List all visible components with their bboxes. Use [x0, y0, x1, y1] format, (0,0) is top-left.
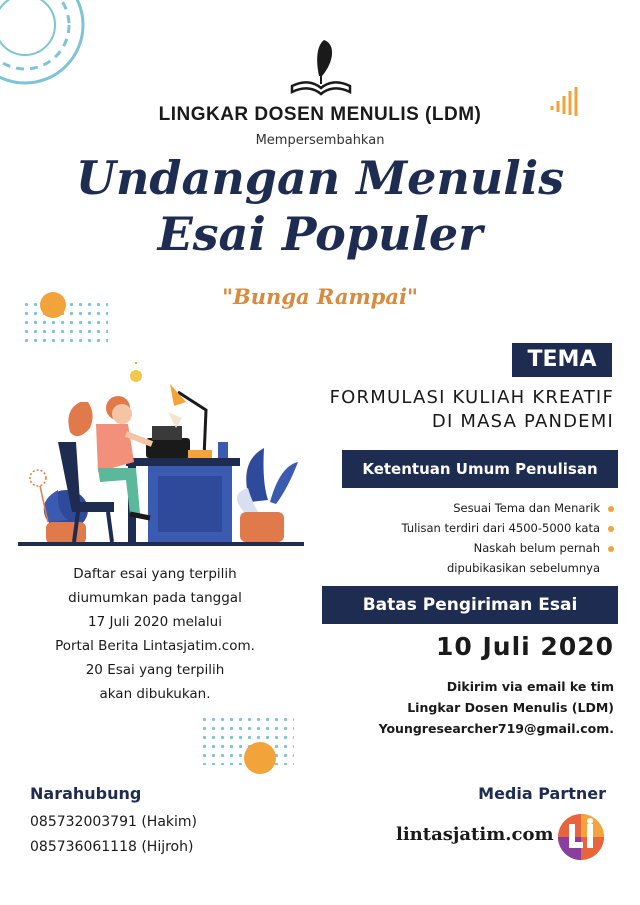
decorative-orange-circle	[244, 742, 276, 774]
send-line-2: Lingkar Dosen Menulis (LDM)	[407, 700, 614, 715]
writer-at-desk-illustration	[18, 362, 304, 552]
rules-list	[402, 498, 614, 578]
announcement-line: 20 Esai yang terpilih	[85, 662, 225, 678]
rule-item: Naskah belum pernah	[402, 538, 614, 558]
contact-phone[interactable]: 085736061118 (Hijroh)	[30, 839, 194, 855]
announcement-text	[20, 562, 290, 706]
theme-text	[330, 386, 614, 434]
title-line-2: Esai Populer	[157, 207, 483, 261]
decorative-orange-circle	[40, 292, 66, 318]
rule-item: dipubikasikan sebelumnya	[447, 561, 600, 575]
rule-item: Tulisan terdiri dari 4500-5000 kata	[402, 518, 614, 538]
dandelion-icon	[30, 470, 46, 486]
announcement-line: diumumkan pada tanggal	[68, 590, 242, 606]
rule-item: Sesuai Tema dan Menarik	[402, 498, 614, 518]
presents-text: Mempersembahkan	[255, 133, 385, 148]
announcement-line: Portal Berita Lintasjatim.com.	[55, 638, 255, 654]
theme-line-2: DI MASA PANDEMI	[431, 411, 614, 432]
decorative-circle	[0, 0, 90, 90]
quill-book-logo	[286, 36, 356, 98]
woman-hair-icon	[68, 402, 92, 436]
deadline-date: 10 Juli 2020	[435, 632, 614, 661]
media-partner-name[interactable]: lintasjatim.com	[396, 824, 554, 845]
announcement-line: Daftar esai yang terpilih	[73, 566, 237, 582]
media-partner-heading: Media Partner	[478, 784, 606, 803]
bullet-icon	[608, 526, 614, 532]
announcement-line: akan dibukukan.	[99, 686, 211, 702]
contact-phone[interactable]: 085732003791 (Hakim)	[30, 814, 198, 830]
title-line-1: Undangan Menulis	[75, 151, 565, 205]
send-line-1: Dikirim via email ke tim	[446, 679, 614, 694]
lintasjatim-logo-icon	[556, 812, 606, 862]
bullet-icon	[608, 546, 614, 552]
theme-label: TEMA	[512, 343, 612, 377]
contact-list	[30, 810, 197, 860]
theme-line-1: FORMULASI KULIAH KREATIF	[329, 387, 614, 408]
bullet-icon	[608, 506, 614, 512]
contact-heading: Narahubung	[30, 784, 142, 803]
rules-heading: Ketentuan Umum Penulisan	[342, 450, 618, 488]
main-title	[0, 150, 640, 262]
email-address[interactable]: Youngresearcher719@gmail.com.	[378, 721, 614, 736]
deadline-heading: Batas Pengiriman Esai	[322, 586, 618, 624]
announcement-line: 17 Juli 2020 melalui	[88, 614, 222, 630]
typewriter-icon	[146, 438, 190, 458]
subtitle: "Bunga Rampai"	[222, 284, 418, 309]
submission-info	[379, 676, 614, 739]
lightbulb-icon	[130, 370, 142, 382]
organization-title: LINGKAR DOSEN MENULIS (LDM)	[158, 104, 482, 125]
